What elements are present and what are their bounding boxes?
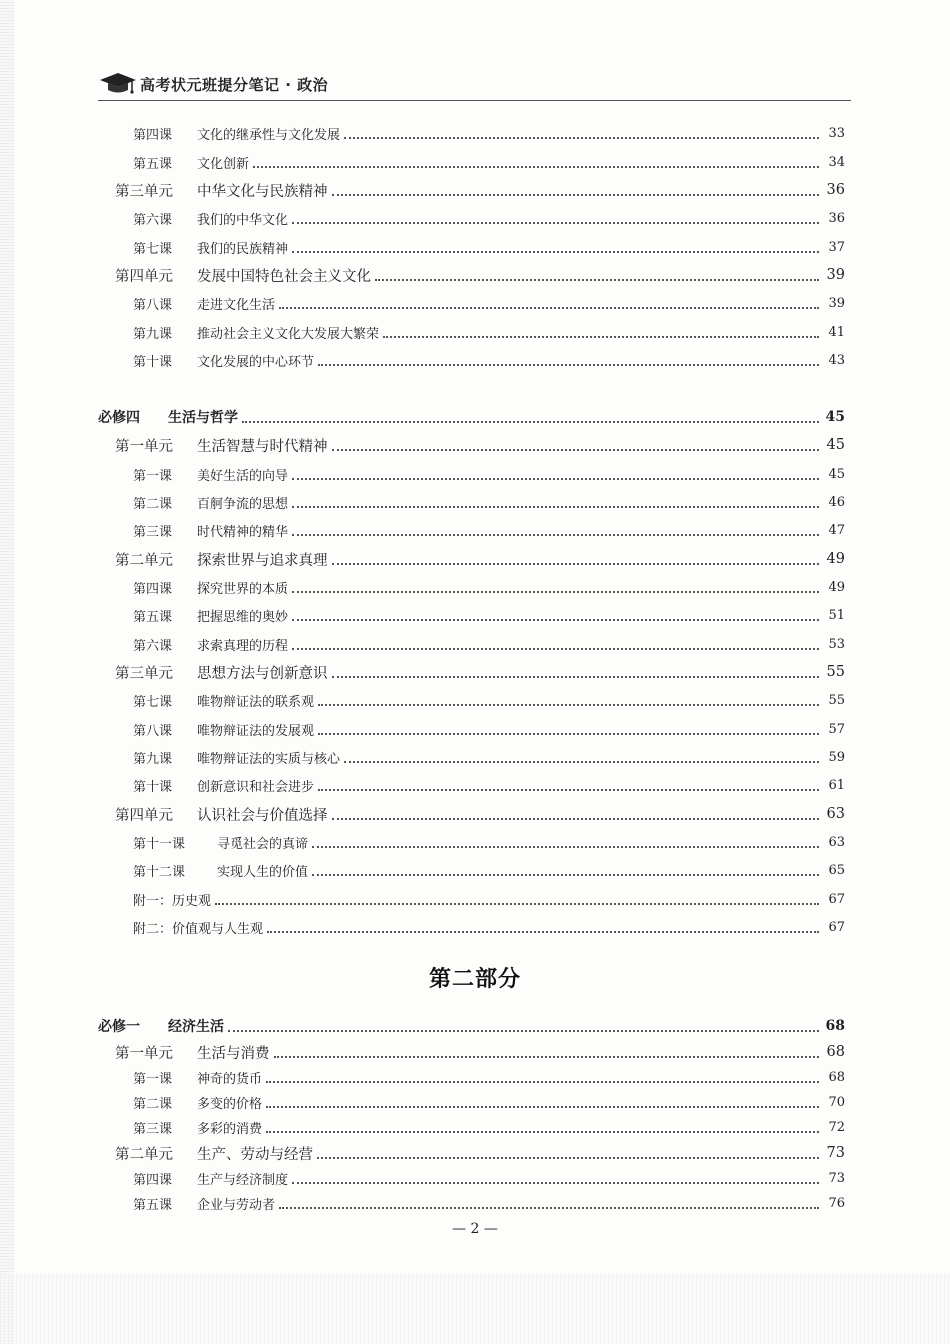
toc-entry-page: 41	[828, 324, 845, 340]
toc-entry-page: 57	[828, 721, 845, 737]
toc-entry-code: 第三课	[133, 524, 173, 540]
toc-entry	[133, 1066, 845, 1088]
toc-entry-code: 第九课	[133, 326, 173, 342]
toc-entry-title: 百舸争流的思想	[197, 496, 289, 512]
scan-edge-bottom	[0, 1274, 950, 1344]
toc-entry-label	[133, 521, 288, 540]
dot-leader	[292, 647, 819, 650]
dot-leader	[344, 136, 819, 139]
dot-leader	[292, 1181, 819, 1184]
dot-leader	[292, 618, 819, 621]
toc-entry-code: 第四单元	[115, 807, 173, 824]
toc-entry-code: 第七课	[133, 694, 173, 710]
toc-entry-page: 63	[828, 834, 845, 850]
toc-entry-title: 多彩的消费	[197, 1121, 263, 1137]
toc-entry-label	[98, 407, 238, 427]
toc-entry-label	[133, 748, 340, 767]
toc-entry	[133, 718, 845, 740]
toc-entry	[133, 236, 845, 258]
toc-entry-title: 我们的中华文化	[197, 212, 289, 228]
toc-entry-code: 必修四	[98, 410, 140, 426]
toc-entry	[115, 1041, 845, 1063]
toc-entry-code: 第六课	[133, 212, 173, 228]
dot-leader	[332, 675, 820, 678]
toc-entry-title: 把握思维的奥妙	[197, 609, 289, 625]
toc-entry-label	[133, 635, 288, 654]
toc-entry-label	[98, 1016, 224, 1036]
toc-entry	[133, 1167, 845, 1189]
toc-entry-code: 附二：	[133, 921, 173, 937]
dot-leader	[292, 477, 819, 480]
dot-leader	[292, 505, 819, 508]
toc-entry-label	[133, 1169, 288, 1188]
toc-entry-title: 唯物辩证法的联系观	[197, 694, 315, 710]
toc-entry-title: 生产与经济制度	[197, 1172, 289, 1188]
toc-entry-page: 43	[828, 352, 845, 368]
toc-entry-code: 第一单元	[115, 1045, 173, 1062]
toc-entry	[133, 916, 845, 938]
toc-entry-page: 39	[826, 267, 845, 283]
toc-entry-label	[133, 1194, 275, 1213]
toc-entry	[115, 803, 845, 825]
page-number: — 2 —	[452, 1221, 498, 1237]
toc-entry-page: 76	[828, 1195, 845, 1211]
toc-entry-code: 第三单元	[115, 665, 173, 682]
toc-entry	[115, 264, 845, 286]
toc-entry-code: 第十一课	[133, 836, 186, 852]
dot-leader	[292, 590, 819, 593]
toc-entry-page: 45	[825, 409, 845, 425]
toc-entry-page: 73	[828, 1170, 845, 1186]
toc-entry	[133, 519, 845, 541]
toc-entry-page: 37	[828, 239, 845, 255]
toc-entry	[98, 406, 845, 428]
toc-entry-title: 我们的民族精神	[197, 241, 289, 257]
dot-leader	[318, 788, 819, 791]
toc-entry-label	[133, 1118, 262, 1137]
dot-leader	[332, 562, 820, 565]
toc-entry-page: 36	[828, 210, 845, 226]
toc-entry-label	[133, 465, 288, 484]
toc-entry	[133, 349, 845, 371]
dot-leader	[318, 703, 819, 706]
toc-entry-page: 68	[828, 1069, 845, 1085]
toc-entry-title: 文化创新	[197, 156, 250, 172]
toc-entry-label	[133, 294, 275, 313]
toc-entry-title: 生活智慧与时代精神	[197, 438, 328, 455]
toc-entry-title: 探索世界与追求真理	[197, 552, 328, 569]
toc-entry-code: 第八课	[133, 723, 173, 739]
toc-entry-code: 第四单元	[115, 268, 173, 285]
toc-entry	[133, 604, 845, 626]
dot-leader	[344, 760, 819, 763]
dot-leader	[332, 817, 820, 820]
toc-entry	[133, 888, 845, 910]
toc-entry-page: 47	[828, 522, 845, 538]
toc-entry	[133, 576, 845, 598]
dot-leader	[318, 363, 819, 366]
toc-entry-page: 72	[828, 1119, 845, 1135]
toc-entry-code: 必修一	[98, 1019, 140, 1035]
toc-entry-code: 第二单元	[115, 1146, 173, 1163]
toc-entry-title: 生产、劳动与经营	[197, 1146, 313, 1163]
toc-entry-page: 49	[826, 551, 845, 567]
dot-leader	[279, 1206, 819, 1209]
toc-entry-label	[115, 1143, 313, 1164]
toc-entry	[133, 633, 845, 655]
toc-entry-title: 探究世界的本质	[197, 581, 289, 597]
graduation-cap-icon	[98, 70, 138, 96]
toc-entry	[133, 463, 845, 485]
toc-entry-code: 第四课	[133, 1172, 173, 1188]
toc-entry-page: 45	[826, 437, 845, 453]
toc-entry	[98, 1015, 845, 1037]
toc-entry-page: 55	[826, 664, 845, 680]
toc-entry-title: 企业与劳动者	[197, 1197, 276, 1213]
toc-entry-code: 附一：	[133, 893, 173, 909]
toc-entry-label	[115, 1042, 270, 1063]
toc-entry-title: 生活与消费	[197, 1045, 270, 1062]
dot-leader	[266, 1130, 819, 1133]
toc-entry-label	[133, 209, 288, 228]
toc-entry	[133, 774, 845, 796]
toc-entry-label	[133, 493, 288, 512]
dot-leader	[253, 165, 819, 168]
toc-entry	[133, 122, 845, 144]
dot-leader	[292, 250, 819, 253]
dot-leader	[375, 278, 819, 281]
toc-entry-label	[115, 265, 371, 286]
toc-entry-label	[115, 435, 328, 456]
toc-entry-label	[133, 1093, 262, 1112]
toc-entry-label	[133, 238, 288, 257]
dot-leader	[318, 732, 819, 735]
dot-leader	[317, 1156, 819, 1159]
toc-entry-code: 第五课	[133, 609, 173, 625]
toc-entry-code: 第一单元	[115, 438, 173, 455]
toc-entry-label	[133, 153, 249, 172]
toc-entry-code: 第一课	[133, 468, 173, 484]
toc-entry-code: 第四课	[133, 581, 173, 597]
toc-entry-code: 第十二课	[133, 864, 186, 880]
toc-entry-page: 65	[828, 862, 845, 878]
toc-entry-page: 68	[825, 1018, 845, 1034]
toc-entry-label	[115, 549, 328, 570]
toc-entry-page: 53	[828, 636, 845, 652]
toc-entry-page: 34	[828, 154, 845, 170]
toc-entry-code: 第八课	[133, 297, 173, 313]
toc-entry-label	[133, 691, 314, 710]
toc-entry-label	[115, 662, 328, 683]
toc-entry	[115, 179, 845, 201]
toc-entry-page: 70	[828, 1094, 845, 1110]
toc-entry	[133, 491, 845, 513]
toc-entry-label	[115, 180, 328, 201]
dot-leader	[266, 1105, 819, 1108]
toc-entry	[115, 434, 845, 456]
dot-leader	[215, 902, 819, 905]
toc-entry-code: 第三课	[133, 1121, 173, 1137]
toc-entry	[133, 1116, 845, 1138]
toc-entry-label	[133, 606, 288, 625]
dot-leader	[312, 845, 819, 848]
toc-entry-title: 价值观与人生观	[172, 921, 264, 937]
toc-entry-title: 神奇的货币	[197, 1071, 263, 1087]
toc-entry-code: 第三单元	[115, 183, 173, 200]
dot-leader	[332, 448, 820, 451]
toc-entry-page: 68	[826, 1044, 845, 1060]
toc-entry-page: 33	[828, 125, 845, 141]
toc-entry-code: 第二单元	[115, 552, 173, 569]
toc-entry-page: 73	[826, 1145, 845, 1161]
toc-entry	[133, 292, 845, 314]
toc-entry-label	[133, 918, 263, 937]
scan-edge-left	[0, 0, 14, 1344]
toc-entry-page: 59	[828, 749, 845, 765]
toc-entry-page: 36	[826, 182, 845, 198]
toc-entry	[115, 1142, 845, 1164]
toc-entry-title: 生活与哲学	[168, 410, 238, 426]
toc-entry-title: 文化发展的中心环节	[197, 354, 315, 370]
header-title: 高考状元班提分笔记 · 政治	[140, 76, 329, 94]
toc-entry-title: 中华文化与民族精神	[197, 183, 328, 200]
dot-leader	[312, 873, 819, 876]
running-header	[98, 66, 851, 101]
toc-entry-label	[133, 1068, 262, 1087]
toc-entry-title: 推动社会主义文化大发展大繁荣	[197, 326, 380, 342]
dot-leader	[292, 533, 819, 536]
toc-entry-title: 发展中国特色社会主义文化	[197, 268, 371, 285]
toc-entry-label	[115, 804, 328, 825]
toc-entry-page: 51	[828, 607, 845, 623]
toc-entry-page: 46	[828, 494, 845, 510]
toc-entry-title: 求索真理的历程	[197, 638, 289, 654]
toc-entry-title: 认识社会与价值选择	[197, 807, 328, 824]
toc-entry-title: 思想方法与创新意识	[197, 665, 328, 682]
toc-entry-code: 第一课	[133, 1071, 173, 1087]
toc-entry-page: 45	[828, 466, 845, 482]
toc-entry-title: 唯物辩证法的发展观	[197, 723, 315, 739]
dot-leader	[292, 221, 819, 224]
toc-entry-code: 第二课	[133, 496, 173, 512]
toc-entry	[133, 1192, 845, 1214]
toc-entry-title: 多变的价格	[197, 1096, 263, 1112]
toc-entry	[133, 746, 845, 768]
toc-entry-title: 时代精神的精华	[197, 524, 289, 540]
toc-entry	[133, 151, 845, 173]
toc-entry	[133, 831, 845, 853]
dot-leader	[266, 1080, 819, 1083]
dot-leader	[242, 420, 819, 423]
toc-entry-title: 文化的继承性与文化发展	[197, 127, 341, 143]
dot-leader	[279, 306, 819, 309]
toc-entry-label	[133, 890, 211, 909]
toc-entry-label	[133, 124, 340, 143]
toc-entry-label	[133, 720, 314, 739]
toc-entry	[133, 321, 845, 343]
toc-entry-label	[133, 833, 308, 852]
toc-entry-code: 第四课	[133, 127, 173, 143]
toc-entry-code: 第十课	[133, 779, 173, 795]
toc-entry-title: 经济生活	[168, 1019, 224, 1035]
toc-entry-label	[133, 776, 314, 795]
toc-entry-code: 第六课	[133, 638, 173, 654]
dot-leader	[274, 1055, 820, 1058]
toc-entry-page: 39	[828, 295, 845, 311]
toc-entry-title: 美好生活的向导	[197, 468, 289, 484]
dot-leader	[267, 930, 819, 933]
toc-entry-title: 实现人生的价值	[217, 864, 309, 880]
toc-entry-code: 第五课	[133, 156, 173, 172]
toc-entry-label	[133, 861, 308, 880]
toc-entry	[133, 1091, 845, 1113]
toc-entry-title: 寻觅社会的真谛	[217, 836, 309, 852]
toc-entry-page: 61	[828, 777, 845, 793]
dot-leader	[228, 1029, 819, 1032]
dot-leader	[332, 193, 820, 196]
toc-entry	[133, 207, 845, 229]
toc-entry-code: 第五课	[133, 1197, 173, 1213]
toc-entry-code: 第十课	[133, 354, 173, 370]
toc-entry-page: 67	[828, 891, 845, 907]
toc-entry-page: 67	[828, 919, 845, 935]
toc-entry	[133, 859, 845, 881]
toc-entry-code: 第九课	[133, 751, 173, 767]
dot-leader	[383, 335, 819, 338]
toc-entry-label	[133, 578, 288, 597]
toc-entry	[115, 548, 845, 570]
toc-entry-page: 49	[828, 579, 845, 595]
toc-entry-label	[133, 323, 379, 342]
toc-entry-title: 唯物辩证法的实质与核心	[197, 751, 341, 767]
toc-entry	[115, 661, 845, 683]
toc-entry-page: 55	[828, 692, 845, 708]
toc-entry-title: 创新意识和社会进步	[197, 779, 315, 795]
toc-entry-code: 第二课	[133, 1096, 173, 1112]
toc-entry-code: 第七课	[133, 241, 173, 257]
toc-entry-label	[133, 351, 314, 370]
toc-entry-page: 63	[826, 806, 845, 822]
toc-entry-title: 走进文化生活	[197, 297, 276, 313]
section-title: 第二部分	[428, 966, 521, 992]
toc-entry	[133, 689, 845, 711]
toc-entry-title: 历史观	[172, 893, 212, 909]
